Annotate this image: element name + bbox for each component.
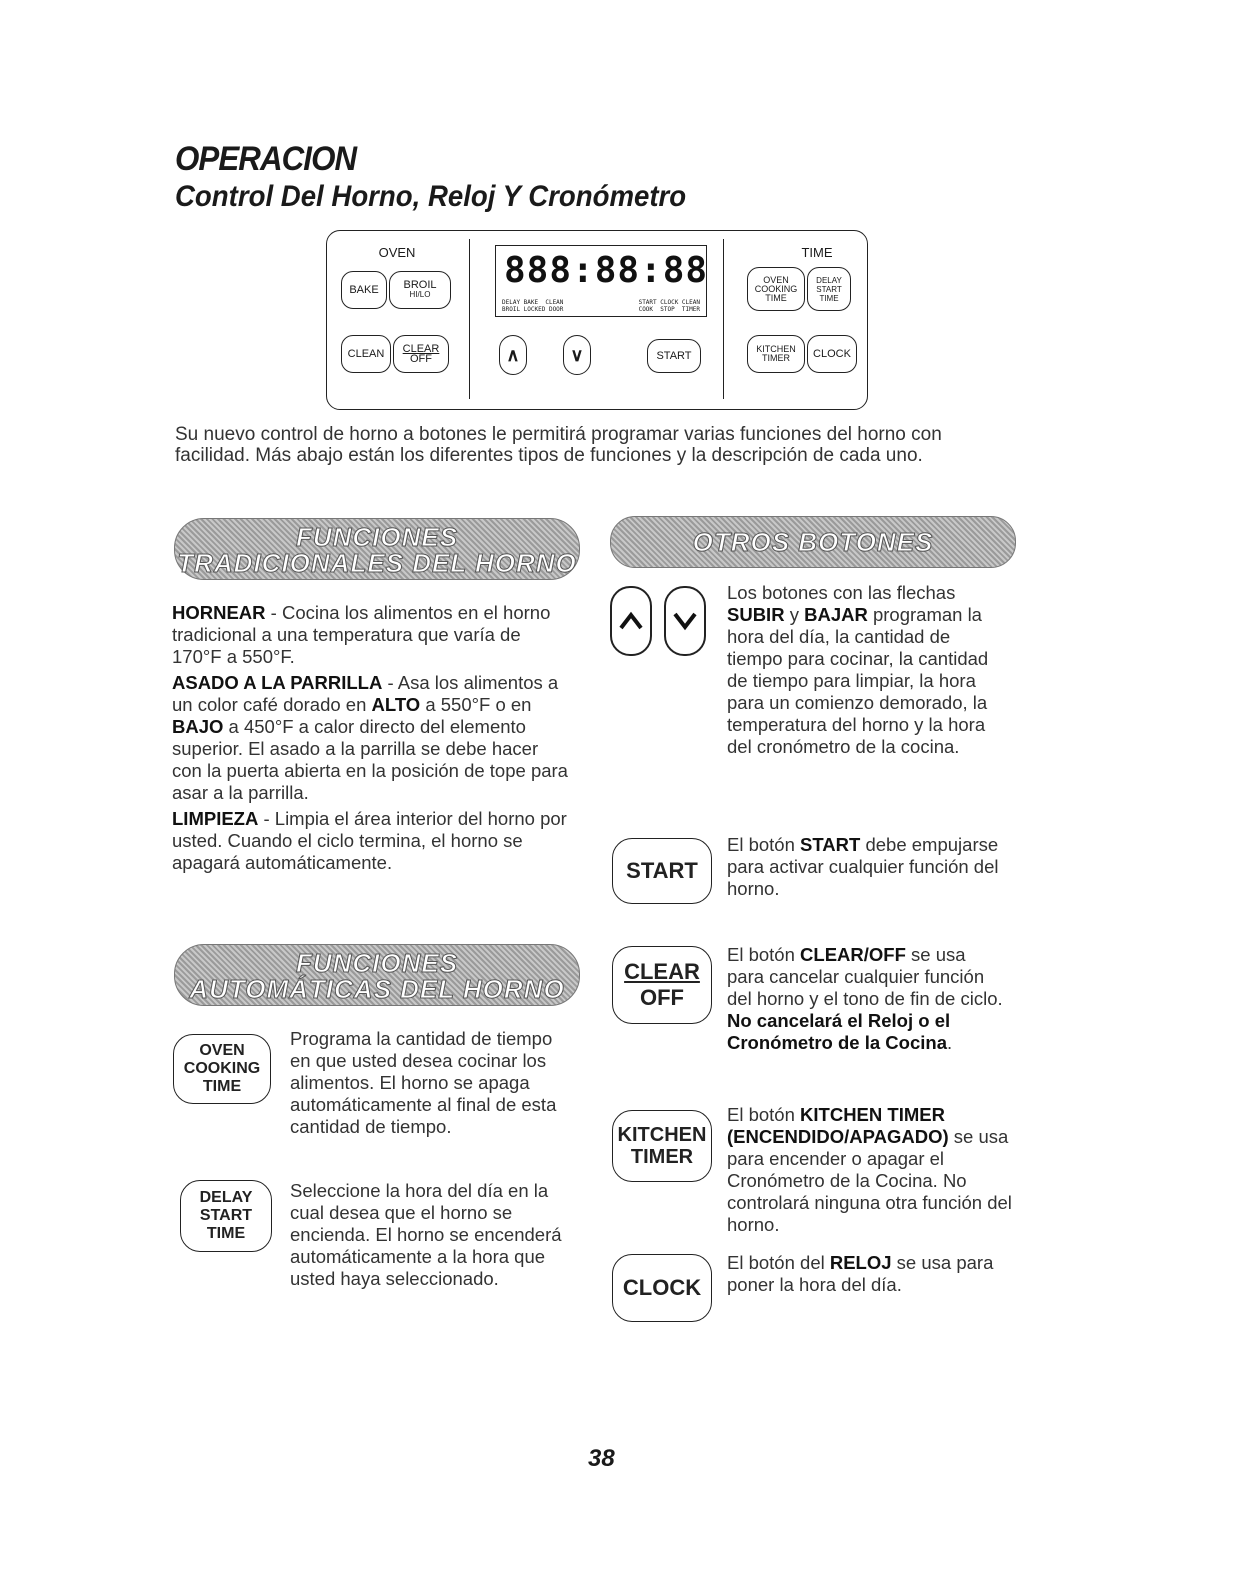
broil-hilo-label: HI/LO bbox=[409, 290, 431, 299]
display-labels-left: DELAY BAKE CLEAN BROIL LOCKED DOOR bbox=[502, 299, 564, 313]
bake-label: BAKE bbox=[349, 284, 379, 296]
kt-line1: KITCHEN bbox=[756, 344, 796, 354]
panel-divider-left bbox=[469, 239, 470, 399]
clear-label: CLEAR bbox=[402, 343, 440, 355]
down-arrow-button[interactable] bbox=[563, 335, 591, 375]
off-label: OFF bbox=[410, 353, 432, 365]
dst-line1: DELAY bbox=[816, 275, 842, 285]
clear-bold: CLEAR/OFF bbox=[800, 944, 906, 965]
led-display bbox=[495, 245, 707, 317]
start-btn-label: START bbox=[626, 858, 698, 883]
oven-btn-line1: OVEN bbox=[199, 1042, 245, 1059]
delay-start-time-illustration bbox=[180, 1180, 272, 1252]
start-bold: START bbox=[800, 834, 861, 855]
kitchen-text-2: se usa para encender o apagar el Cronómetro de la Cocina. No controlará ninguna otra función del horno. bbox=[727, 1126, 1012, 1235]
kitchen-btn-line2: TIMER bbox=[630, 1146, 694, 1168]
clear-btn-label: CLEAR bbox=[624, 959, 700, 984]
intro-paragraph: Su nuevo control de horno a botones le permitirá programar varias funciones del horno con facilidad. Más abajo están los diferentes tipos de funciones y la descripción de cada uno. bbox=[175, 424, 942, 466]
banner-traditional-functions bbox=[174, 518, 580, 580]
oct-line2: COOKING bbox=[754, 283, 798, 294]
clock-text-1: El botón del bbox=[727, 1252, 830, 1273]
chevron-down-icon: ∨ bbox=[570, 344, 584, 365]
page-title: OPERACION bbox=[175, 140, 357, 178]
off-btn-label: OFF bbox=[640, 985, 684, 1010]
banner-automatic-functions bbox=[174, 944, 580, 1006]
arrows-text-2: y bbox=[784, 604, 805, 625]
chevron-up-icon: ∧ bbox=[506, 344, 520, 365]
down-arrow-illustration bbox=[664, 586, 706, 656]
kt-line2: TIMER bbox=[762, 353, 790, 363]
page-subtitle: Control Del Horno, Reloj Y Cronómetro bbox=[175, 180, 687, 213]
clock-btn-label: CLOCK bbox=[622, 1275, 702, 1300]
limpieza-text: - Limpia el área interior del horno por usted. Cuando el ciclo termina, el horno se apagará automáticamente. bbox=[172, 808, 567, 873]
display-digits: 888:88:88 bbox=[504, 250, 709, 291]
up-arrow-button[interactable] bbox=[499, 335, 527, 375]
arrows-text bbox=[727, 582, 1007, 758]
clear-off-text bbox=[727, 944, 1007, 1054]
panel-divider-right bbox=[723, 239, 724, 399]
clear-bold-2: No cancelará el Reloj o el Cronómetro de la Cocina bbox=[727, 1010, 951, 1053]
arrows-subir: SUBIR bbox=[727, 604, 785, 625]
start-illustration bbox=[612, 838, 712, 904]
banner-other-buttons bbox=[610, 516, 1016, 568]
asado-alto: ALTO bbox=[371, 694, 421, 715]
limpieza-title: LIMPIEZA bbox=[172, 808, 259, 829]
traditional-functions-text bbox=[172, 602, 572, 874]
banner-traditional-line1: FUNCIONES bbox=[295, 522, 459, 552]
asado-text-3: a 450°F a calor directo del elemento superior. El asado a la parrilla se debe hacer con la puerta abierta en la posición de tope para asar a la parrilla. bbox=[172, 716, 568, 803]
dst-line2: START bbox=[816, 284, 842, 294]
asado-bajo: BAJO bbox=[172, 716, 224, 737]
clean-label: CLEAN bbox=[347, 348, 385, 360]
up-arrow-illustration bbox=[610, 586, 652, 656]
kitchen-btn-line1: KITCHEN bbox=[617, 1124, 707, 1146]
delay-start-time-text: Seleccione la hora del día en la cual desea que el horno se encienda. El horno se encenderá automáticamente a la hora que usted haya seleccionado. bbox=[290, 1180, 562, 1289]
chevron-up-icon bbox=[618, 611, 644, 631]
display-labels-right: START CLOCK CLEAN COOK STOP TIMER bbox=[638, 299, 700, 313]
oct-line3: TIME bbox=[765, 292, 787, 303]
clear-text-1: El botón bbox=[727, 944, 801, 965]
hornear-text: - Cocina los alimentos en el horno tradicional a una temperatura que varía de 170°F a 550°F. bbox=[172, 602, 551, 667]
start-text-2: debe empujarse para activar cualquier función del horno. bbox=[727, 834, 999, 899]
broil-label: BROIL bbox=[403, 279, 437, 291]
clear-text-2: se usa para cancelar cualquier función del horno y el tono de fin de ciclo. bbox=[727, 944, 1003, 1009]
bake-button[interactable] bbox=[341, 271, 387, 309]
oct-line1: OVEN bbox=[763, 274, 789, 285]
delay-start-time-button[interactable] bbox=[807, 267, 851, 311]
banner-automatic-line1: FUNCIONES bbox=[295, 948, 459, 978]
clear-off-illustration bbox=[612, 946, 712, 1024]
banner-other-text: OTROS BOTONES bbox=[692, 527, 934, 557]
oven-btn-line2: COOKING bbox=[183, 1060, 261, 1077]
start-label: START bbox=[656, 350, 692, 362]
arrows-bajar: BAJAR bbox=[804, 604, 868, 625]
arrows-text-3: programan la hora del día, la cantidad de tiempo para cocinar, la cantidad de tiempo para limpiar, la hora para un comienzo demorado, la temperatura del horno y la hora del cronómetro de la cocina. bbox=[727, 604, 989, 757]
arrows-text-1: Los botones con las flechas bbox=[727, 582, 956, 603]
oven-btn-line3: TIME bbox=[202, 1078, 242, 1095]
oven-cooking-time-illustration bbox=[173, 1034, 271, 1104]
kitchen-text-1: El botón bbox=[727, 1104, 801, 1125]
clock-label: CLOCK bbox=[813, 348, 851, 360]
banner-automatic-line2: AUTOMÁTICAS DEL HORNO bbox=[189, 974, 565, 1004]
clock-bold: RELOJ bbox=[829, 1252, 892, 1273]
banner-traditional-line2: TRADICIONALES DEL HORNO bbox=[177, 548, 577, 578]
asado-text-2: a 550°F o en bbox=[420, 694, 532, 715]
kitchen-timer-text bbox=[727, 1104, 1012, 1236]
clean-button[interactable] bbox=[341, 335, 391, 373]
oven-cooking-time-button[interactable] bbox=[747, 267, 805, 311]
delay-btn-line2: START bbox=[199, 1207, 253, 1224]
kitchen-timer-button[interactable] bbox=[747, 335, 805, 373]
kitchen-timer-illustration bbox=[612, 1110, 712, 1182]
start-text-1: El botón bbox=[727, 834, 801, 855]
clear-text-3: . bbox=[946, 1032, 953, 1053]
oven-label: OVEN bbox=[378, 245, 416, 260]
dst-line3: TIME bbox=[819, 293, 839, 303]
hornear-title: HORNEAR bbox=[172, 602, 266, 623]
clock-text bbox=[727, 1252, 1007, 1296]
delay-btn-line3: TIME bbox=[206, 1225, 246, 1242]
page-number: 38 bbox=[588, 1445, 615, 1472]
time-label: TIME bbox=[801, 245, 833, 260]
asado-text-1: - Asa los alimentos a un color café dorado en bbox=[172, 672, 559, 715]
clock-button[interactable] bbox=[807, 335, 857, 373]
start-button[interactable] bbox=[647, 339, 701, 373]
control-panel-diagram bbox=[326, 230, 868, 410]
clear-off-button[interactable] bbox=[393, 335, 449, 373]
clock-illustration bbox=[612, 1254, 712, 1322]
delay-btn-line1: DELAY bbox=[199, 1189, 253, 1206]
clock-text-2: se usa para poner la hora del día. bbox=[727, 1252, 994, 1295]
start-text bbox=[727, 834, 1007, 900]
oven-cooking-time-text: Programa la cantidad de tiempo en que usted desea cocinar los alimentos. El horno se apaga automáticamente al final de esta cantidad de tiempo. bbox=[290, 1028, 557, 1137]
broil-button[interactable] bbox=[389, 271, 451, 309]
asado-title: ASADO A LA PARRILLA bbox=[172, 672, 383, 693]
chevron-down-icon bbox=[672, 611, 698, 631]
kitchen-bold: KITCHEN TIMER (ENCENDIDO/APAGADO) bbox=[727, 1104, 949, 1147]
